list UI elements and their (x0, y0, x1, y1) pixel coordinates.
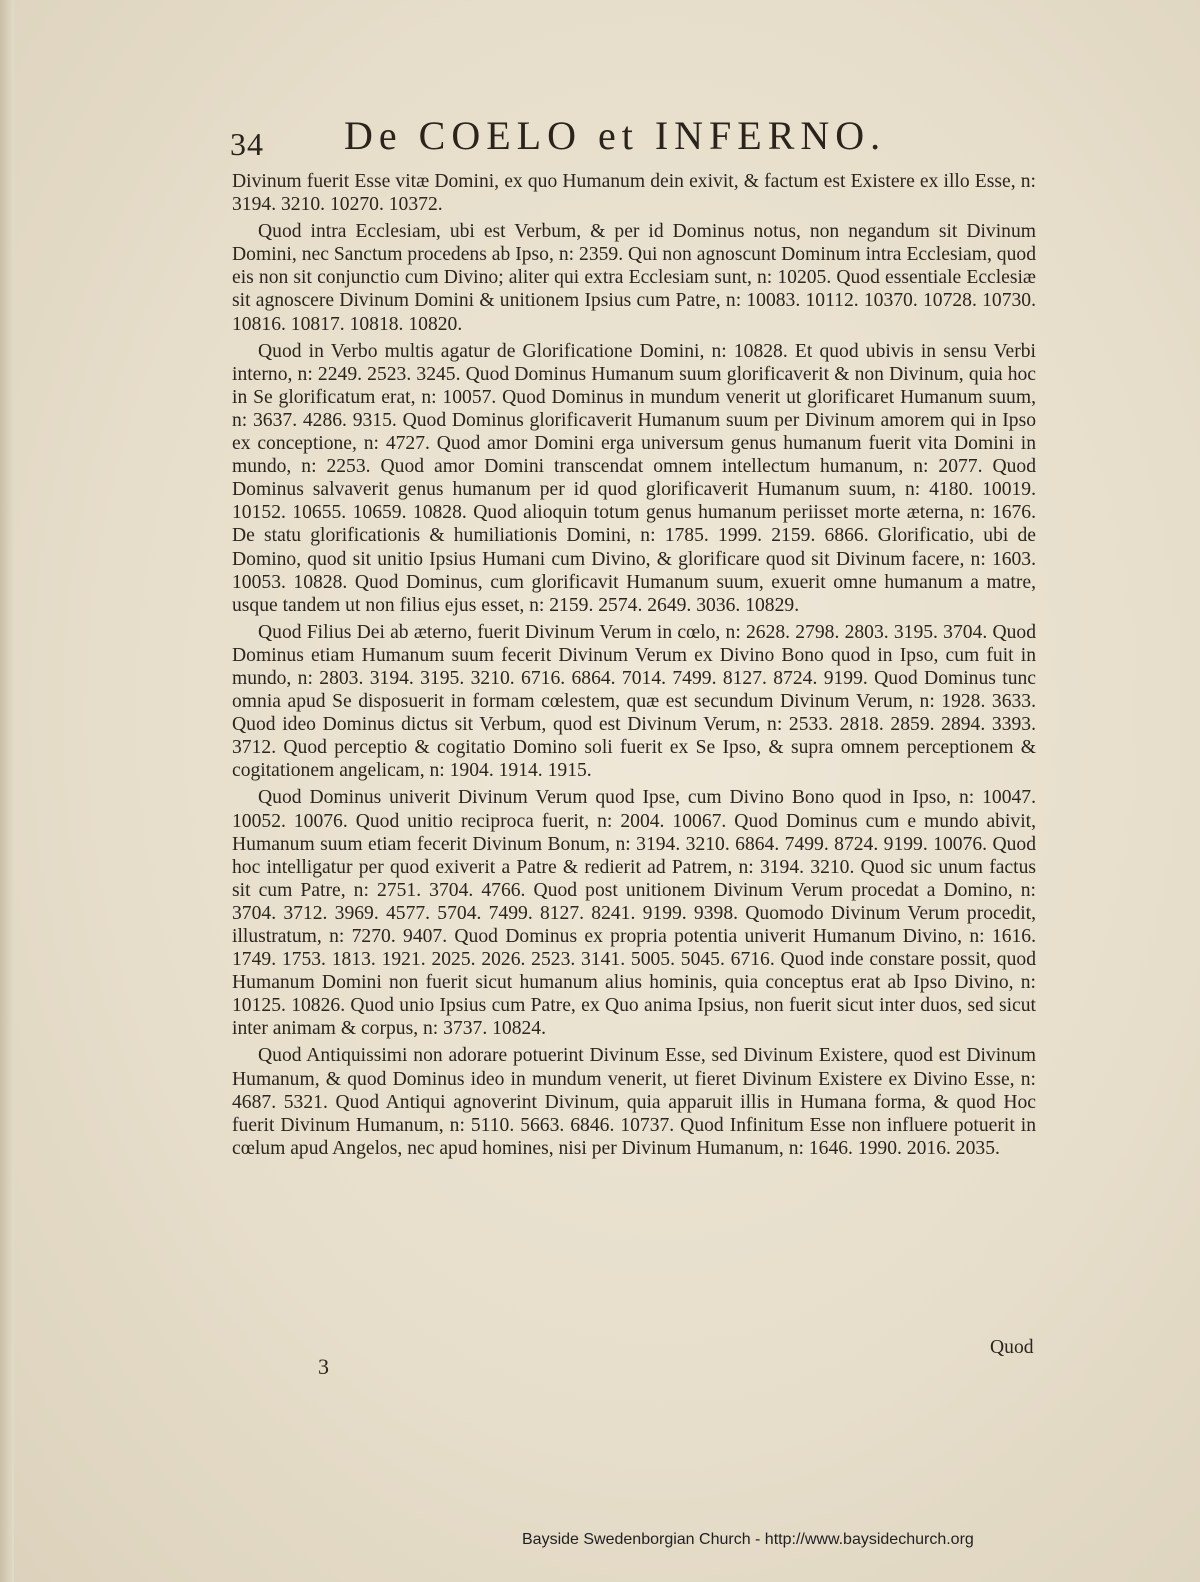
page-number: 34 (230, 126, 264, 162)
paragraph: Quod Filius Dei ab æterno, fuerit Divinum Verum in cœlo, n: 2628. 2798. 2803. 3195. 3704. Quod Dominus etiam Humanum suum fecerit Divinum Verum ex Divino Bono quod in Ipso, cum fuit in mundo, n: 2803. 3194. 3195. 3210. 6716. 6864. 7014. 7499. 8127. 8724. 9199. Quod Dominus tunc omnia apud Se disposuerit in formam cœlestem, quæ est secundum Divinum Verum, n: 1928. 3633. Quod ideo Dominus dictus sit Verbum, quod est Divinum Verum, n: 2533. 2818. 2859. 2894. 3393. 3712. Quod perceptio & cogitatio Domino soli fuerit ex Se Ipso, & supra omnem perceptionem & cogitationem angelicam, n: 1904. 1914. 1915. (232, 621, 1036, 782)
page-header (230, 112, 1050, 162)
footer-credit: Bayside Swedenborgian Church - http://www.baysidechurch.org (522, 1531, 974, 1548)
running-title: De COELO et INFERNO. (344, 113, 887, 158)
body-text (232, 170, 1036, 1164)
page-spine-shadow (0, 0, 14, 1582)
catchword: Quod (990, 1337, 1034, 1358)
paragraph: Quod in Verbo multis agatur de Glorificatione Domini, n: 10828. Et quod ubivis in sensu Verbi interno, n: 2249. 2523. 3245. Quod Dominus Humanum suum glorificaverit & non Divinum, quia hoc in Se glorificatum erat, n: 10057. Quod Dominus in mundum venerit ut glorificaret Humanum suum, n: 3637. 4286. 9315. Quod Dominus glorificaverit Humanum suum per Divinum amorem qui in Ipso ex conceptione, n: 4727. Quod amor Domini erga universum genus humanum fuerit vita Domini in mundo, n: 2253. Quod amor Domini transcendat omnem intellectum humanum, n: 2077. Quod Dominus salvaverit genus humanum per id quod glorificaverit Humanum suum, n: 4180. 10019. 10152. 10655. 10659. 10828. Quod alioquin totum genus humanum periisset morte æterna, n: 1676. De statu glorificationis & humiliationis Domini, n: 1785. 1999. 2159. 6866. Glorificatio, ubi de Domino, quod sit unitio Ipsius Humani cum Divino, & glorificare quod sit Divinum facere, n: 1603. 10053. 10828. Quod Dominus, cum glorificavit Humanum suum, exuerit omne humanum a matre, usque tandem ut non filius ejus esset, n: 2159. 2574. 2649. 3036. 10829. (232, 340, 1036, 616)
paragraph: Quod intra Ecclesiam, ubi est Verbum, & per id Dominus notus, non negandum sit Divinum Domini, nec Sanctum procedens ab Ipso, n: 2359. Qui non agnoscunt Dominum intra Ecclesiam, quod eis non sit conjunctio cum Divino; aliter qui extra Ecclesiam sunt, n: 10205. Quod essentiale Ecclesiæ sit agnoscere Divinum Domini & unitionem Ipsius cum Patre, n: 10083. 10112. 10370. 10728. 10730. 10816. 10817. 10818. 10820. (232, 221, 1036, 335)
signature-mark: 3 (318, 1354, 329, 1379)
paragraph: Quod Dominus univerit Divinum Verum quod Ipse, cum Divino Bono quod in Ipso, n: 10047. 10052. 10076. Quod unitio reciproca fuerit, n: 2004. 10067. Quod Dominus cum e mundo abivit, Humanum suum etiam fecerit Divinum Bonum, n: 3194. 3210. 6864. 7499. 8724. 9199. 10076. Quod hoc intelligatur per quod exiverit a Patre & redierit ad Patrem, n: 3194. 3210. Quod sic unum factus sit cum Patre, n: 2751. 3704. 4766. Quod post unitionem Divinum Verum procedat a Domino, n: 3704. 3712. 3969. 4577. 5704. 7499. 8127. 8241. 9199. 9398. Quomodo Divinum Verum procedit, illustratum, n: 7270. 9407. Quod Dominus ex propria potentia univerit Humanum Divino, n: 1616. 1749. 1753. 1813. 1921. 2025. 2026. 2523. 3141. 5005. 5045. 6716. Quod inde constare possit, quod Humanum Domini non fuerit sicut humanum alius hominis, quia conceptus erat ab Ipso Divino, n: 10125. 10826. Quod unio Ipsius cum Patre, ex Quo anima Ipsius, non fuerit sicut inter duos, sed sicut inter animam & corpus, n: 3737. 10824. (232, 787, 1036, 1040)
paragraph: Quod Antiquissimi non adorare potuerint Divinum Esse, sed Divinum Existere, quod est Divinum Humanum, & quod Dominus ideo in mundum venerit, ut fieret Divinum Existere ex Divino Esse, n: 4687. 5321. Quod Antiqui agnoverint Divinum, quia apparuit illis in Humana forma, & quod Hoc fuerit Divinum Humanum, n: 5110. 5663. 6846. 10737. Quod Infinitum Esse non influere potuerit in cœlum apud Angelos, nec apud homines, nisi per Divinum Humanum, n: 1646. 1990. 2016. 2035. (232, 1045, 1036, 1159)
paragraph: Divinum fuerit Esse vitæ Domini, ex quo Humanum dein exivit, & factum est Existere ex illo Esse, n: 3194. 3210. 10270. 10372. (232, 171, 1036, 216)
